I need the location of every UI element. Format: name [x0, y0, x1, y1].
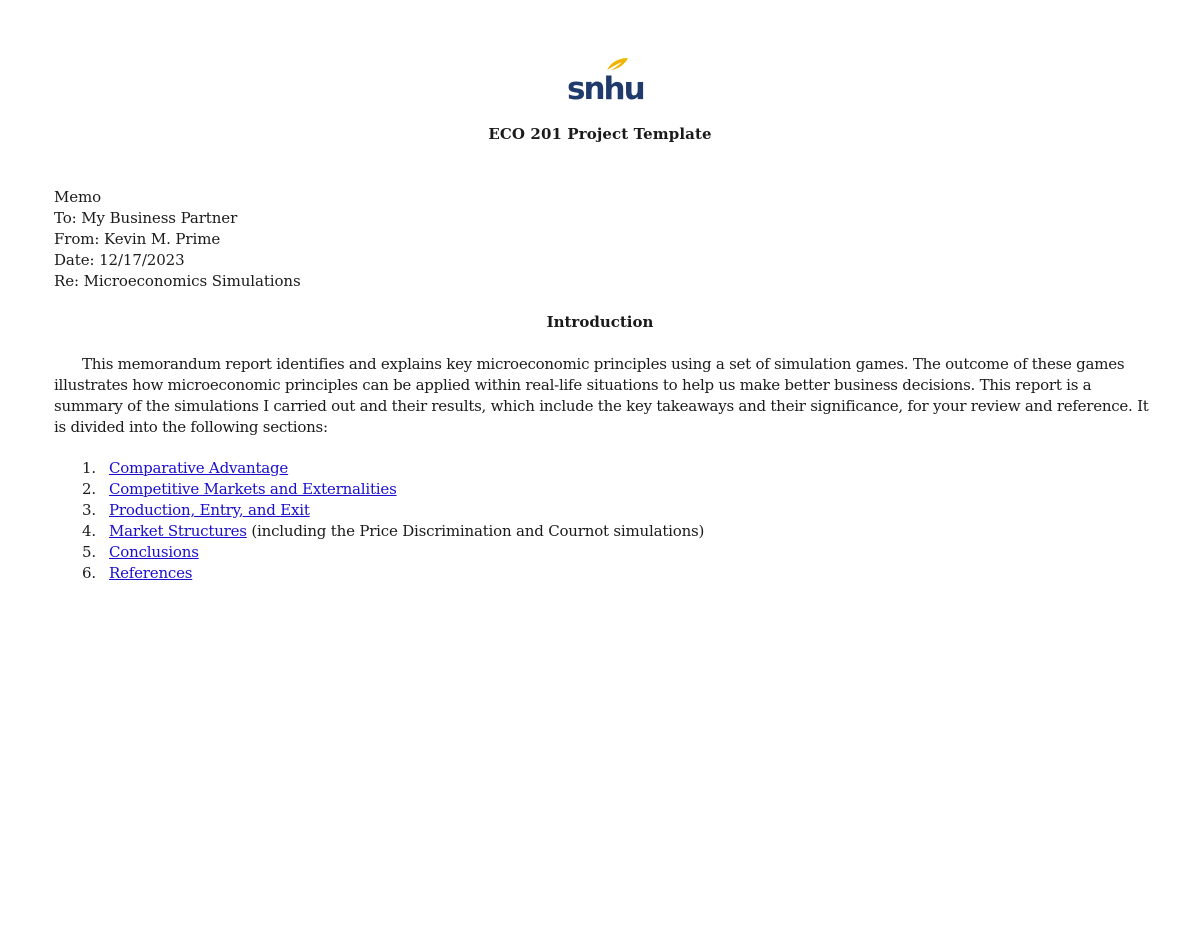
memo-from: From: Kevin M. Prime: [54, 230, 221, 248]
memo-header: [54, 187, 301, 292]
section-list: [54, 458, 704, 584]
list-item: [54, 563, 704, 584]
section-link-market-structures[interactable]: Market Structures: [109, 522, 247, 540]
logo-text: snhu: [567, 71, 644, 107]
list-item: [54, 500, 704, 521]
document-title: ECO 201 Project Template: [488, 125, 712, 143]
list-number: 6.: [82, 564, 96, 582]
list-number: 1.: [82, 459, 96, 477]
leaf-icon: [607, 58, 628, 70]
memo-to: To: My Business Partner: [54, 209, 238, 227]
list-item: [54, 479, 704, 500]
snhu-logo: [565, 56, 644, 107]
memo-subject: Re: Microeconomics Simulations: [54, 272, 301, 290]
memo-heading: Memo: [54, 188, 102, 206]
section-link-production-entry-exit[interactable]: Production, Entry, and Exit: [109, 501, 310, 519]
list-item: [54, 542, 704, 563]
section-link-references[interactable]: References: [109, 564, 193, 582]
introduction-paragraph: This memorandum report identifies and explains key microeconomic principles using a set of simulation games. The outcome of these games illustrates how microeconomic principles can be applied within real-life situations to help us make better business decisions. This report is a summary of the simulations I carried out and their results, which include the key takeaways and their significance, for your review and reference. It is divided into the following sections:: [54, 355, 1149, 436]
section-link-comparative-advantage[interactable]: Comparative Advantage: [109, 459, 289, 477]
introduction-heading: Introduction: [546, 313, 654, 331]
memo-date: Date: 12/17/2023: [54, 251, 185, 269]
list-number: 3.: [82, 501, 96, 519]
list-number: 5.: [82, 543, 96, 561]
list-item: [54, 521, 704, 542]
list-item: [54, 458, 704, 479]
list-number: 2.: [82, 480, 96, 498]
section-link-competitive-markets[interactable]: Competitive Markets and Externalities: [109, 480, 397, 498]
list-number: 4.: [82, 522, 96, 540]
section-link-conclusions[interactable]: Conclusions: [109, 543, 199, 561]
list-item-suffix: (including the Price Discrimination and Cournot simulations): [246, 522, 705, 540]
